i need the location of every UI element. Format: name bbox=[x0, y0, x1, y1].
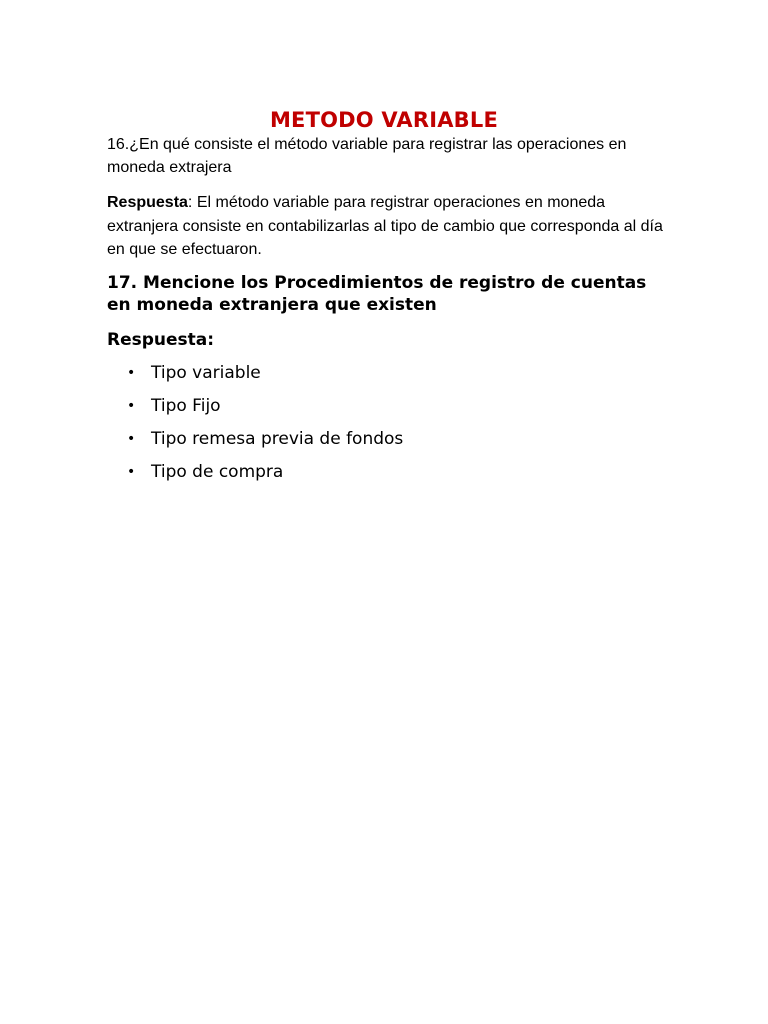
list-item-text: Tipo de compra bbox=[151, 462, 284, 482]
bullet-icon: • bbox=[127, 464, 136, 480]
answer-17-label: Respuesta: bbox=[107, 330, 215, 350]
list-item-text: Tipo remesa previa de fondos bbox=[151, 429, 404, 449]
list-item bbox=[107, 362, 403, 395]
bullet-icon: • bbox=[127, 398, 136, 414]
question-16: 16.¿En qué consiste el método variable para registrar las operaciones en moneda extrajera bbox=[107, 136, 627, 176]
answer-16 bbox=[107, 191, 667, 262]
question-17: 17. Mencione los Procedimientos de registro de cuentas en moneda extranjera que existen bbox=[107, 273, 647, 315]
bullet-icon: • bbox=[127, 365, 136, 381]
answer-17-list bbox=[107, 362, 403, 494]
answer-16-label: Respuesta bbox=[107, 194, 188, 211]
answer-16-text: : El método variable para registrar operaciones en moneda extranjera consiste en contabilizarlas al tipo de cambio que corresponda al día en que se efectuaron. bbox=[107, 194, 663, 258]
list-item-text: Tipo variable bbox=[151, 363, 261, 383]
list-item bbox=[107, 428, 403, 461]
list-item bbox=[107, 461, 403, 494]
document-title: METODO VARIABLE bbox=[269, 108, 499, 132]
list-item-text: Tipo Fijo bbox=[151, 396, 221, 416]
list-item bbox=[107, 395, 403, 428]
bullet-icon: • bbox=[127, 431, 136, 447]
